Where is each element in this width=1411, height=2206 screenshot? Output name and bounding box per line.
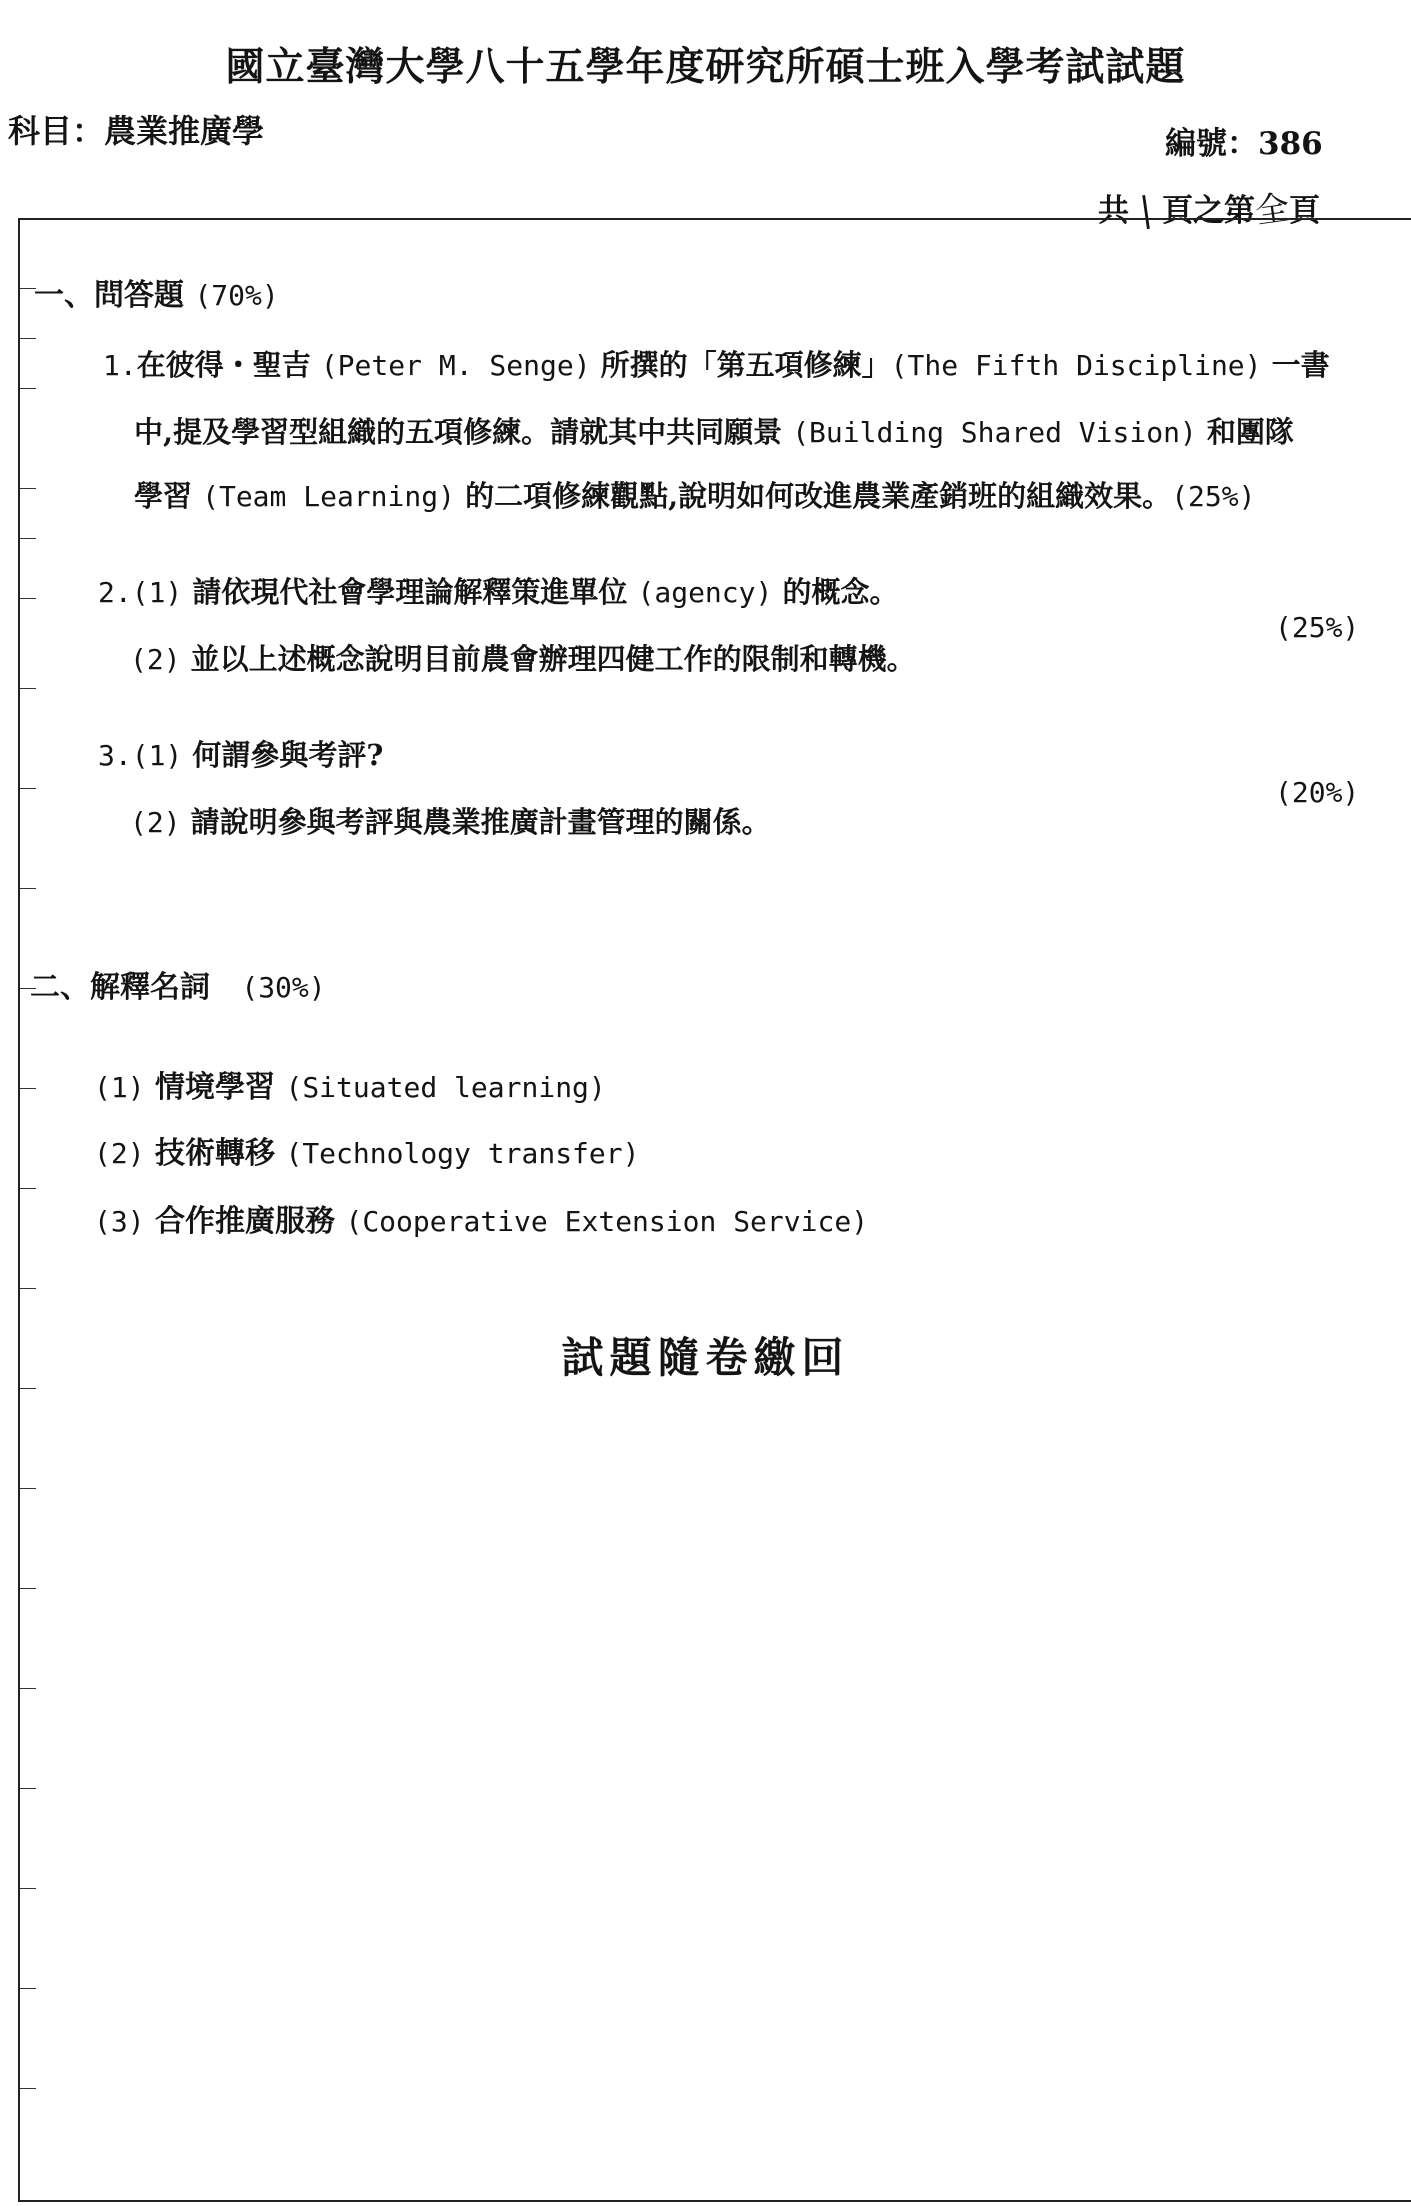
- section2-label: 二、解釋名詞: [30, 970, 210, 1005]
- q1-percent: (25%): [1171, 480, 1256, 513]
- margin-tick: [20, 1888, 36, 1889]
- q1-text: 所撰的「第五項修練」: [590, 348, 891, 382]
- q1-text: 一書: [1261, 348, 1330, 382]
- term-en: (Cooperative Extension Service): [345, 1205, 869, 1238]
- exam-title: 國立臺灣大學八十五學年度研究所碩士班入學考試試題: [225, 44, 1186, 90]
- term-en: (Technology transfer): [285, 1137, 640, 1170]
- q1-text: (Team Learning): [202, 480, 455, 513]
- page-total-handwritten: |: [1137, 189, 1154, 231]
- page-mid: 頁之第: [1162, 193, 1256, 229]
- q3-part2: [130, 800, 771, 841]
- q1-text: 學習: [134, 479, 203, 513]
- margin-tick: [20, 338, 36, 339]
- term-zh: 情境學習: [144, 1070, 286, 1105]
- margin-tick: [20, 488, 36, 489]
- margin-tick: [20, 1288, 36, 1289]
- q1-text: (Building Shared Vision): [792, 416, 1197, 449]
- q1-line2: [134, 410, 1294, 451]
- margin-tick: [20, 1788, 36, 1789]
- q2-text: 並以上述概念說明目前農會辦理四健工作的限制和轉機。: [180, 642, 916, 676]
- margin-tick: [20, 888, 36, 889]
- q2-number: 2.(1): [98, 576, 183, 609]
- margin-tick: [20, 1488, 36, 1489]
- term-item: [94, 1128, 639, 1172]
- q2-part1: [98, 570, 898, 611]
- margin-tick: [20, 788, 36, 789]
- margin-tick: [20, 2088, 36, 2089]
- q1-number: 1.: [103, 349, 137, 382]
- q1-line1: [103, 343, 1330, 384]
- term-en: (Situated learning): [285, 1071, 606, 1104]
- return-notice: 試題隨卷繳回: [561, 1333, 850, 1382]
- page-current-handwritten: 全: [1252, 187, 1293, 233]
- section2-percent: (30%): [241, 971, 326, 1004]
- exam-code: 編號：386: [1165, 126, 1323, 162]
- section1-heading: [34, 270, 279, 314]
- q1-text: 和團隊: [1196, 415, 1294, 449]
- margin-tick: [20, 388, 36, 389]
- margin-tick: [20, 598, 36, 599]
- q1-line3: [134, 474, 1255, 515]
- q2-subnumber: (2): [130, 643, 181, 676]
- q1-text: 的二項修練觀點,說明如何改進農業產銷班的組織效果。: [454, 479, 1172, 513]
- q3-part1: [98, 733, 383, 774]
- page-suffix: 頁: [1289, 193, 1321, 229]
- margin-tick: [20, 1188, 36, 1189]
- q1-text: 在彼得・聖吉: [136, 348, 321, 382]
- q3-number: 3.(1): [98, 739, 183, 772]
- q1-text: 中,提及學習型組織的五項修練。請就其中共同願景: [134, 415, 793, 449]
- term-item: [94, 1196, 868, 1240]
- q2-text: 請依現代社會學理論解釋策進單位: [182, 575, 638, 609]
- q2-percent: (25%): [1275, 611, 1360, 644]
- margin-tick: [20, 1988, 36, 1989]
- q3-subnumber: (2): [130, 806, 181, 839]
- margin-tick: [20, 1088, 36, 1089]
- section1-label: 一、問答題: [34, 278, 184, 313]
- q2-text: 的概念。: [772, 575, 899, 609]
- margin-tick: [20, 1588, 36, 1589]
- q3-percent: (20%): [1275, 776, 1360, 809]
- q1-text: (The Fifth Discipline): [890, 349, 1262, 382]
- term-item: [94, 1062, 606, 1106]
- section1-percent: (70%): [194, 279, 279, 312]
- term-zh: 技術轉移: [144, 1136, 286, 1171]
- margin-tick: [20, 688, 36, 689]
- section2-heading: [30, 962, 326, 1006]
- q2-part2: [130, 637, 916, 678]
- margin-tick: [20, 538, 36, 539]
- q3-text: 請說明參與考評與農業推廣計畫管理的關係。: [180, 805, 771, 839]
- margin-tick: [20, 1688, 36, 1689]
- term-number: (2): [94, 1137, 145, 1170]
- subject-label: 科目：農業推廣學: [8, 112, 265, 150]
- q1-text: (Peter M. Senge): [320, 349, 591, 382]
- page-total-prefix: 共: [1098, 193, 1129, 229]
- q3-text: 何謂參與考評?: [182, 738, 384, 772]
- margin-tick: [20, 1388, 36, 1389]
- q2-text: (agency): [637, 576, 773, 609]
- term-number: (1): [94, 1071, 145, 1104]
- term-number: (3): [94, 1205, 145, 1238]
- term-zh: 合作推廣服務: [144, 1204, 346, 1239]
